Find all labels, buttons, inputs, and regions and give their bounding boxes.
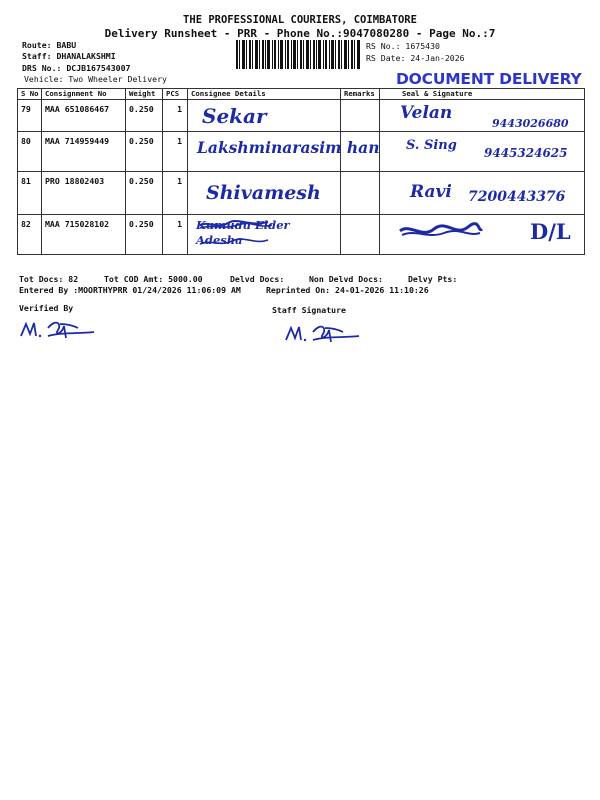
handwritten-phone: 9443026680 (492, 117, 569, 130)
handwritten-phone: 7200443376 (468, 189, 566, 205)
handwritten-consignee: Lakshminarasim han (197, 138, 380, 157)
col-header-weight: Weight (126, 89, 163, 100)
delivery-points: Delvy Pts: (408, 274, 458, 284)
handwritten-consignee: Sekar (202, 104, 267, 128)
cell-signature (380, 100, 585, 132)
cell-signature (380, 215, 585, 255)
document-delivery-stamp: DOCUMENT DELIVERY (396, 70, 582, 88)
route-label: Route: BABU (22, 40, 77, 50)
rs-date: RS Date: 24-Jan-2026 (366, 53, 465, 63)
cell-signature (380, 132, 585, 172)
cell-sno: 80 (18, 132, 42, 172)
total-docs: Tot Docs: 82 (19, 274, 79, 284)
handwritten-signature: D/L (530, 219, 571, 244)
cell-consignee (188, 215, 341, 255)
handwritten-consignee: Kumudu Elder Adesha (196, 218, 290, 247)
non-delivered-docs: Non Delvd Docs: (309, 274, 383, 284)
cell-pcs: 1 (163, 172, 188, 215)
cell-remarks (341, 100, 380, 132)
cell-consignee (188, 100, 341, 132)
cell-weight: 0.250 (126, 132, 163, 172)
delivered-docs: Delvd Docs: (230, 274, 285, 284)
cell-signature (380, 172, 585, 215)
table-row (18, 172, 585, 215)
runsheet-table (17, 88, 585, 255)
table-row (18, 215, 585, 255)
cell-remarks (341, 172, 380, 215)
table-row (18, 132, 585, 172)
cell-pcs: 1 (163, 100, 188, 132)
cell-sno: 82 (18, 215, 42, 255)
cell-sno: 79 (18, 100, 42, 132)
table-header-row (18, 89, 585, 100)
cell-consignment: MAA 715028102 (42, 215, 126, 255)
total-cod-amount: Tot COD Amt: 5000.00 (104, 274, 203, 284)
handwritten-consignee: Shivamesh (206, 182, 321, 204)
col-header-remarks: Remarks (341, 89, 380, 100)
staff-signature (283, 318, 363, 346)
cell-sno: 81 (18, 172, 42, 215)
verifier-signature (18, 314, 98, 342)
cell-consignee (188, 132, 380, 172)
cell-consignment: MAA 714959449 (42, 132, 126, 172)
entered-by: Entered By :MOORTHYPRR 01/24/2026 11:06:09 AM (19, 285, 241, 295)
handwritten-signature: Ravi (410, 182, 452, 202)
table-row (18, 100, 585, 132)
rs-number: RS No.: 1675430 (366, 41, 440, 51)
barcode (236, 40, 360, 69)
reprinted-on: Reprinted On: 24-01-2026 11:10:26 (266, 285, 429, 295)
handwritten-signature: Velan (400, 103, 453, 123)
scribble-signature (398, 221, 484, 243)
handwritten-signature: S. Sing (406, 138, 457, 153)
cell-consignment: PRO 18802403 (42, 172, 126, 215)
cell-weight: 0.250 (126, 100, 163, 132)
cell-consignee (188, 172, 341, 215)
vehicle-label: Vehicle: Two Wheeler Delivery (24, 74, 167, 84)
staff-signature-label: Staff Signature (272, 305, 346, 315)
cell-remarks (341, 215, 380, 255)
drs-number: DRS No.: DCJB167543007 (22, 63, 131, 73)
col-header-pcs: PCS (163, 89, 188, 100)
col-header-consignee: Consignee Details (188, 89, 341, 100)
col-header-consignment: Consignment No (42, 89, 126, 100)
staff-label: Staff: DHANALAKSHMI (22, 51, 116, 61)
cell-weight: 0.250 (126, 215, 163, 255)
cell-pcs: 1 (163, 215, 188, 255)
cell-pcs: 1 (163, 132, 188, 172)
cell-consignment: MAA 651086467 (42, 100, 126, 132)
cell-weight: 0.250 (126, 172, 163, 215)
verified-by-label: Verified By (19, 303, 74, 313)
col-header-signature: Seal & Signature (380, 89, 585, 100)
runsheet-title: Delivery Runsheet - PRR - Phone No.:9047080280 - Page No.:7 (104, 27, 496, 40)
company-name: THE PROFESSIONAL COURIERS, COIMBATORE (183, 14, 417, 26)
handwritten-phone: 9445324625 (484, 146, 568, 160)
col-header-sno: S No (18, 89, 42, 100)
